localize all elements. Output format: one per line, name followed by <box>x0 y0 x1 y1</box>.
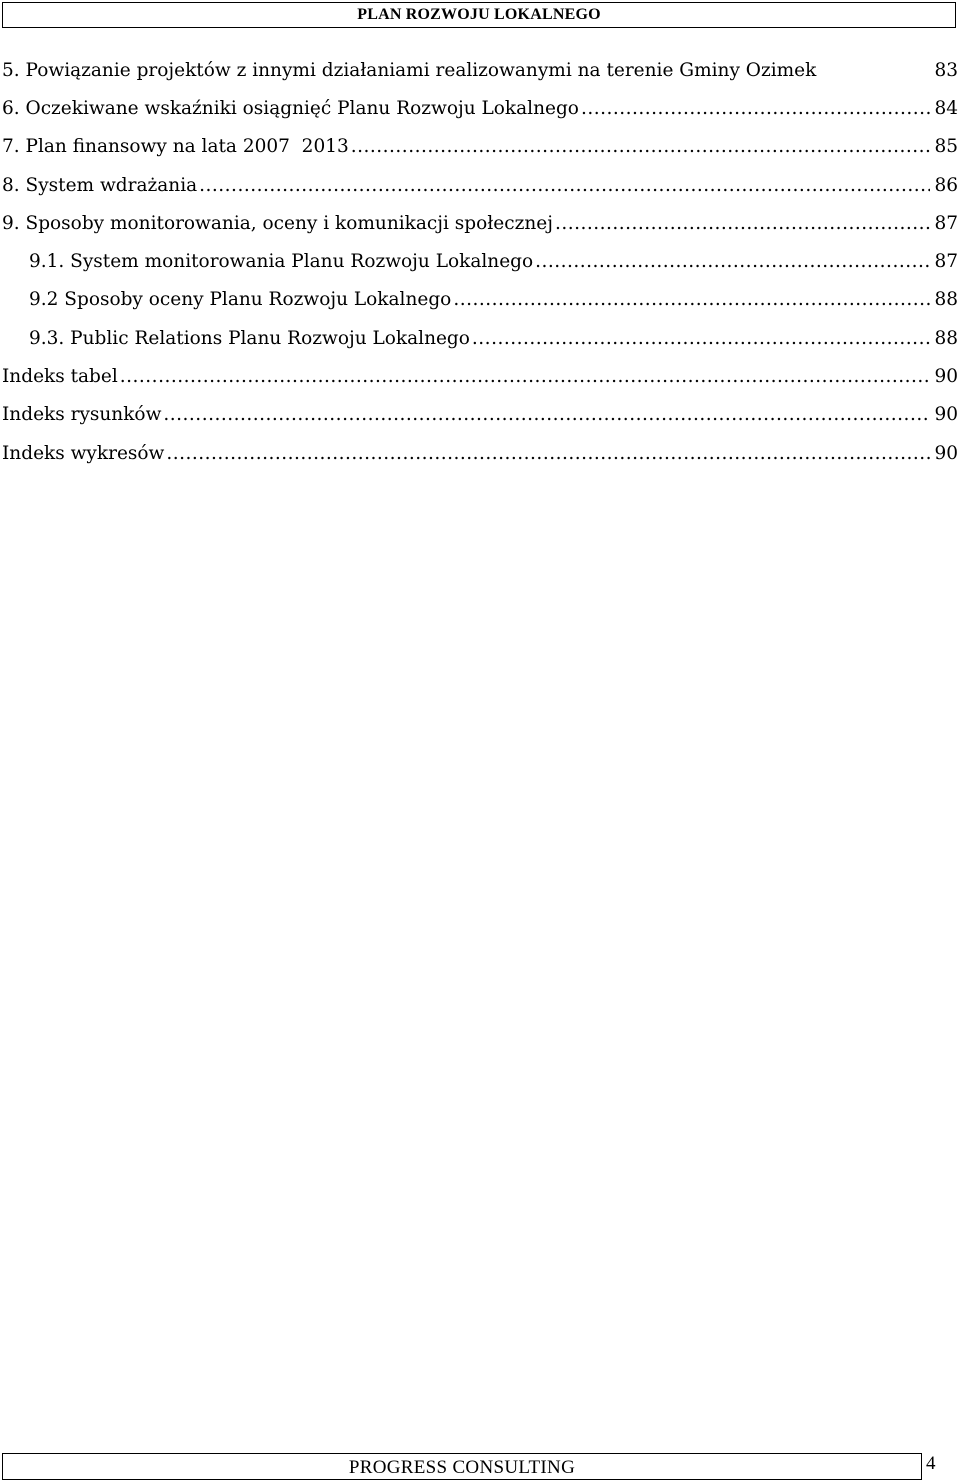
header-title: PLAN ROZWOJU LOKALNEGO <box>357 6 601 23</box>
toc-entry-page: 90 <box>934 442 958 464</box>
toc-entry-title: 9.1. System monitorowania Planu Rozwoju Lokalnego <box>29 251 534 273</box>
toc-entry[interactable] <box>2 51 958 89</box>
toc-entry[interactable] <box>2 166 958 204</box>
toc-entry-page: 88 <box>934 327 958 349</box>
toc-entry-title: 6. Oczekiwane wskaźniki osiągnięć Planu Rozwoju Lokalnego <box>2 97 579 119</box>
toc-entry-page: 87 <box>934 251 958 273</box>
toc-entry[interactable] <box>2 319 958 357</box>
toc-leader-dots <box>555 213 931 234</box>
toc-entry-page: 86 <box>934 174 958 196</box>
toc-entry[interactable] <box>2 89 958 127</box>
toc-entry-page: 88 <box>934 289 958 311</box>
toc-entry-title: Indeks tabel <box>2 366 118 388</box>
toc-entry-page: 87 <box>934 212 958 234</box>
toc-entry-title: 9.3. Public Relations Planu Rozwoju Lokalnego <box>29 327 470 349</box>
toc-entry-title: 9. Sposoby monitorowania, oceny i komunikacji społecznej <box>2 212 553 234</box>
toc-leader-dots <box>351 136 931 157</box>
toc-entry-page: 90 <box>934 366 958 388</box>
toc-entry-title: Indeks rysunków <box>2 404 162 426</box>
toc-leader-dots <box>166 443 930 464</box>
toc-entry[interactable] <box>2 434 958 472</box>
toc-entry-title: 8. System wdrażania <box>2 174 198 196</box>
toc-entry[interactable] <box>2 357 958 395</box>
toc-entry-page: 90 <box>934 404 958 426</box>
toc-entry[interactable] <box>2 242 958 280</box>
toc-entry-page: 84 <box>934 97 958 119</box>
toc-entry-page: 83 <box>934 59 958 81</box>
toc-leader-dots <box>581 98 931 119</box>
toc-entry-title: 9.2 Sposoby oceny Planu Rozwoju Lokalnego <box>29 289 452 311</box>
toc-leader-dots <box>163 404 930 425</box>
table-of-contents <box>2 51 958 472</box>
toc-entry[interactable] <box>2 204 958 242</box>
toc-leader-dots <box>472 328 931 349</box>
toc-leader-dots <box>453 289 930 310</box>
toc-entry-title: Indeks wykresów <box>2 442 165 464</box>
toc-leader-dots <box>199 175 930 196</box>
footer-company-name: PROGRESS CONSULTING <box>348 1457 576 1478</box>
toc-entry-page: 85 <box>934 136 958 158</box>
toc-entry[interactable] <box>2 396 958 434</box>
toc-entry-title: 5. Powiązanie projektów z innymi działaniami realizowanymi na terenie Gminy Ozimek <box>2 59 817 81</box>
toc-entry[interactable] <box>2 281 958 319</box>
toc-leader-dots <box>535 251 930 272</box>
toc-entry[interactable] <box>2 128 958 166</box>
page-header <box>2 2 956 28</box>
toc-entry-title: 7. Plan finansowy na lata 2007 2013 <box>2 136 349 158</box>
toc-leader-dots <box>120 366 931 387</box>
page-footer <box>2 1453 922 1480</box>
page-number: 4 <box>926 1453 936 1474</box>
